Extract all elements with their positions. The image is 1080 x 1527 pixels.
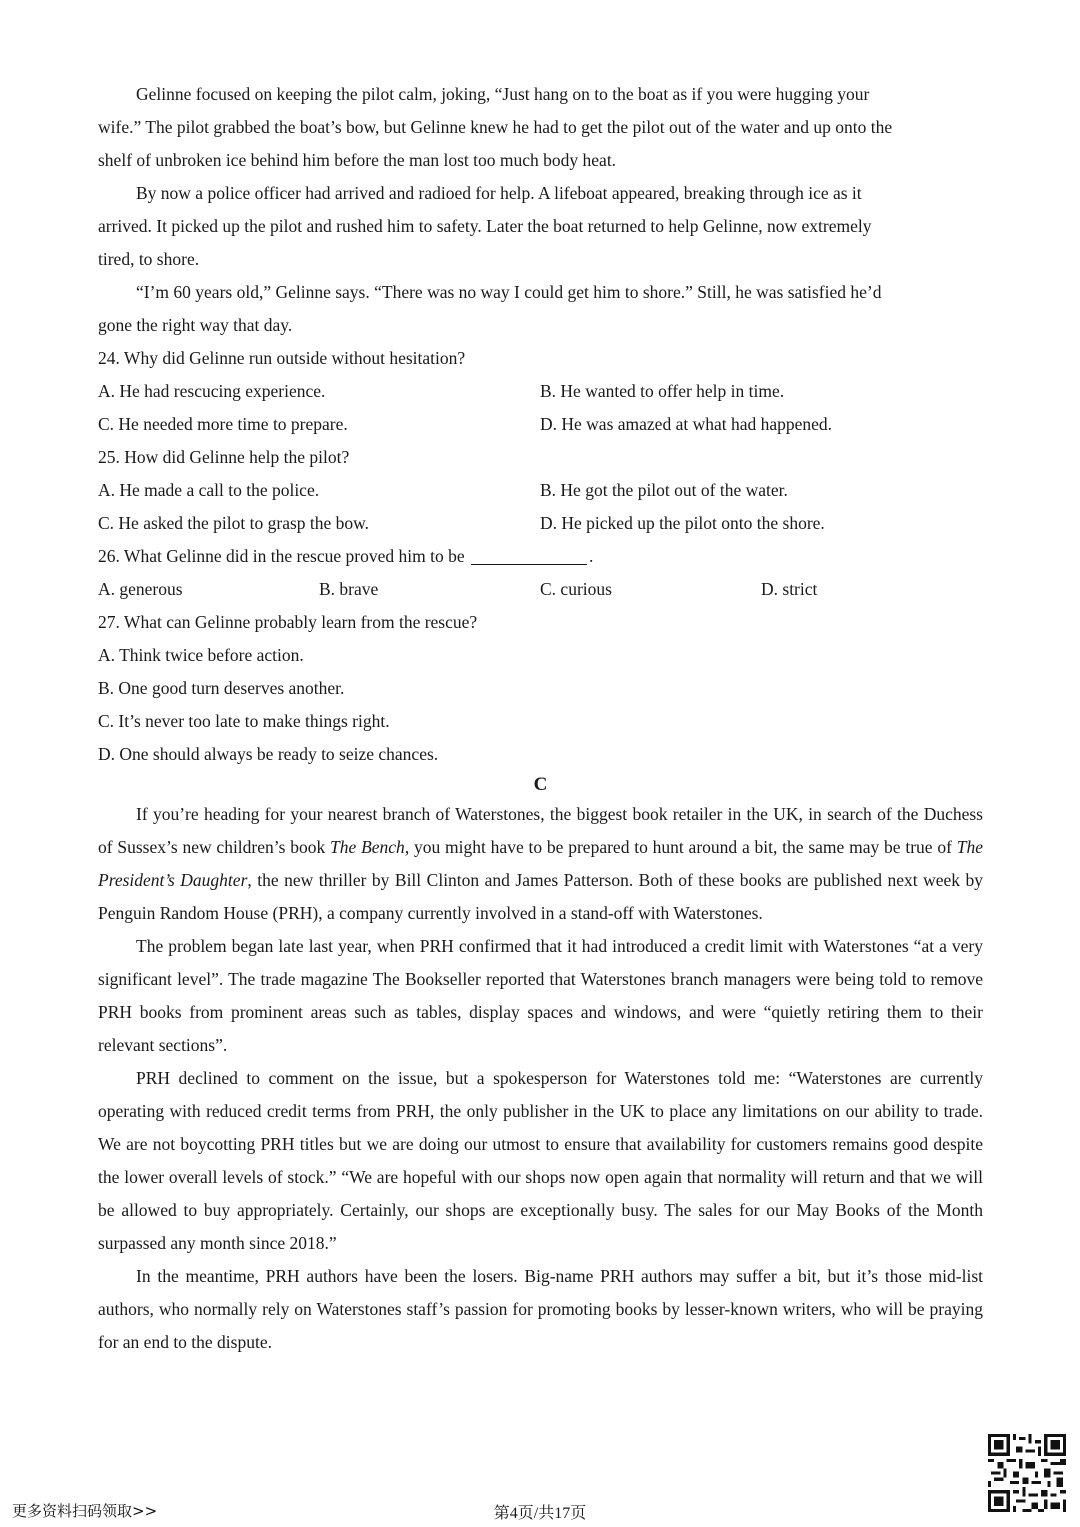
passage-text: , the new thriller by Bill Clinton and James Patterson. Both of these books are published next week by Penguin Random House (PRH), a company currently involved in a stand-off with Waterstones. (98, 870, 983, 923)
qr-code-icon[interactable] (988, 1434, 1066, 1512)
passage-text: If you’re heading for your nearest branch of Waterstones, the biggest book retailer in the UK, in search of the Duchess of Sussex’s new children’s book (98, 804, 983, 857)
passage-c-paragraph-3: PRH declined to comment on the issue, but a spokesperson for Waterstones told me: “Waterstones are currently operating with reduced credit terms from PRH, the only publisher in the UK to place any limitations on our ability to trade. We are not boycotting PRH titles but we are doing our utmost to ensure that availability for customers remains good despite the lower overall levels of stock.” “We are hopeful with our shops now open again that normality will return and that we will be allowed to buy appropriately. Certainly, our shops are exceptionally busy. The sales for our May Books of the Month surpassed any month since 2018.” (98, 1068, 983, 1253)
section-heading: C (533, 774, 548, 795)
passage-line: Gelinne focused on keeping the pilot calm, joking, “Just hang on to the boat as if you were hugging your (136, 84, 870, 104)
passage-c-paragraph-4: In the meantime, PRH authors have been the losers. Big-name PRH authors may suffer a bit, but it’s those mid-list authors, who normally rely on Waterstones staff’s passion for promoting books by lesser-known writers, who will be praying for an end to the dispute. (98, 1266, 983, 1352)
option-c: C. It’s never too late to make things right. (98, 711, 390, 731)
question-26-options (98, 573, 983, 606)
passage-line: arrived. It picked up the pilot and rushed him to safety. Later the boat returned to help Gelinne, now extremely (98, 216, 872, 236)
question-26-end: . (588, 546, 594, 566)
passage-line: “I’m 60 years old,” Gelinne says. “There was no way I could get him to shore.” Still, he was satisfied he’d (136, 282, 882, 302)
page-number: 第4页/共17页 (493, 1505, 587, 1522)
question-24-options (98, 375, 983, 441)
option-d: D. strict (761, 579, 818, 599)
option-b: B. He got the pilot out of the water. (540, 480, 788, 500)
option-b: B. brave (319, 579, 379, 599)
option-a: A. generous (98, 579, 183, 599)
answer-blank (471, 548, 587, 565)
question-25-options (98, 474, 983, 540)
question-26-text: 26. What Gelinne did in the rescue proved him to be (98, 546, 465, 566)
option-b: B. He wanted to offer help in time. (540, 381, 785, 401)
question-27-stem: 27. What can Gelinne probably learn from the rescue? (98, 612, 478, 632)
passage-c-paragraph-1 (98, 798, 983, 930)
passage-c-paragraph-2: The problem began late last year, when PRH confirmed that it had introduced a credit limit with Waterstones “at a very significant level”. The trade magazine The Bookseller reported that Waterstones branch managers were being told to remove PRH books from prominent areas such as tables, display spaces and windows, and were “quietly retiring them to their relevant sections”. (98, 936, 983, 1055)
option-d: D. He picked up the pilot onto the shore. (540, 513, 825, 533)
option-c: C. He asked the pilot to grasp the bow. (98, 513, 370, 533)
book-title: The President’s Daughter (98, 837, 983, 890)
page-content (98, 78, 983, 1359)
option-a: A. He had rescucing experience. (98, 381, 326, 401)
passage-text: , you might have to be prepared to hunt around a bit, the same may be true of (404, 837, 957, 857)
passage-line: shelf of unbroken ice behind him before the man lost too much body heat. (98, 150, 617, 170)
question-24-stem: 24. Why did Gelinne run outside without hesitation? (98, 348, 466, 368)
option-b: B. One good turn deserves another. (98, 678, 345, 698)
passage-line: wife.” The pilot grabbed the boat’s bow, but Gelinne knew he had to get the pilot out of the water and up onto the (98, 117, 893, 137)
book-title: The Bench (330, 837, 405, 857)
passage-line: tired, to shore. (98, 249, 200, 269)
question-26-stem (98, 540, 983, 573)
option-c: C. curious (540, 579, 612, 599)
passage-line: By now a police officer had arrived and radioed for help. A lifeboat appeared, breaking through ice as it (136, 183, 862, 203)
passage-line: gone the right way that day. (98, 315, 293, 335)
option-a: A. Think twice before action. (98, 645, 304, 665)
option-d: D. One should always be ready to seize chances. (98, 744, 439, 764)
option-c: C. He needed more time to prepare. (98, 414, 348, 434)
question-25-stem: 25. How did Gelinne help the pilot? (98, 447, 350, 467)
promo-link[interactable]: 更多资料扫码领取>> (12, 1502, 158, 1520)
option-a: A. He made a call to the police. (98, 480, 320, 500)
option-d: D. He was amazed at what had happened. (540, 414, 833, 434)
